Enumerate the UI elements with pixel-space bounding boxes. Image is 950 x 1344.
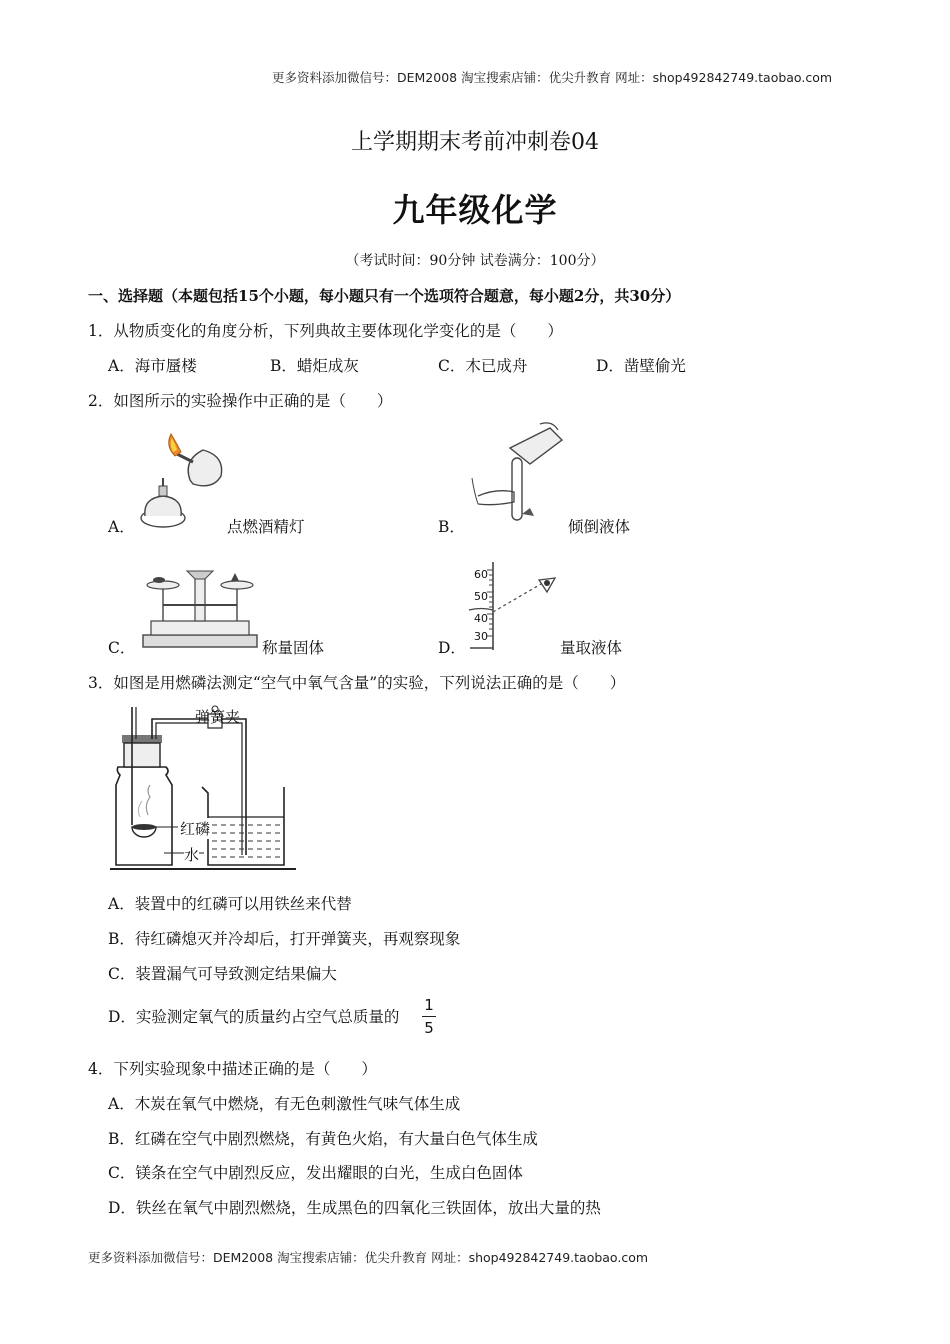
q1-option-d: D．凿壁偷光 xyxy=(596,357,686,375)
pouring-liquid-illustration xyxy=(470,418,565,528)
cylinder-tick-labels xyxy=(474,564,488,644)
q2-option-a-letter: A． xyxy=(108,518,135,536)
phosphorus-experiment-illustration xyxy=(108,705,298,875)
q4-option-b: B．红磷在空气中剧烈燃烧，有黄色火焰，有大量白色气体生成 xyxy=(108,1130,538,1148)
fraction-denominator: 5 xyxy=(424,1019,434,1037)
q1-option-a: A．海市蜃楼 xyxy=(108,357,197,375)
q2-option-d-caption: 量取液体 xyxy=(560,639,623,657)
question-4-stem: 4．下列实验现象中描述正确的是（ ） xyxy=(88,1060,377,1078)
question-2-stem: 2．如图所示的实验操作中正确的是（ ） xyxy=(88,392,393,410)
q2-option-d-letter: D． xyxy=(438,639,466,657)
q2-option-b-caption: 倾倒液体 xyxy=(568,518,631,536)
q2-option-c-letter: C． xyxy=(108,639,136,657)
tick-label-50: 50 xyxy=(474,590,488,603)
q2-option-b-letter: B． xyxy=(438,518,465,536)
q4-option-a: A．木炭在氧气中燃烧，有无色刺激性气味气体生成 xyxy=(108,1095,461,1113)
q3-option-d: D．实验测定氧气的质量约占空气总质量的 xyxy=(108,1008,400,1026)
q2-option-c-caption: 称量固体 xyxy=(262,639,325,657)
q3-option-b: B．待红磷熄灭并冷却后，打开弹簧夹，再观察现象 xyxy=(108,930,461,948)
subject-title: 九年级化学 xyxy=(392,191,558,229)
section-heading: 一、选择题（本题包括15个小题，每小题只有一个选项符合题意，每小题2分，共30分） xyxy=(88,287,681,305)
label-red-phosphorus: 红磷 xyxy=(180,820,211,838)
q3-option-c: C．装置漏气可导致测定结果偏大 xyxy=(108,965,337,983)
q3-option-a: A．装置中的红磷可以用铁丝来代替 xyxy=(108,895,352,913)
fraction-numerator: 1 xyxy=(424,996,434,1014)
tick-label-40: 40 xyxy=(474,612,488,625)
label-water: 水 xyxy=(184,846,200,864)
q1-option-b: B．蜡炬成灰 xyxy=(270,357,359,375)
q1-option-c: C．木已成舟 xyxy=(438,357,528,375)
question-1-stem: 1．从物质变化的角度分析，下列典故主要体现化学变化的是（ ） xyxy=(88,322,563,340)
tick-label-30: 30 xyxy=(474,630,488,643)
lamp-lighting-illustration xyxy=(135,430,230,530)
page-footer: 更多资料添加微信号：DEM2008 淘宝搜索店铺：优尖升教育 网址：shop492842749.taobao.com xyxy=(88,1250,649,1265)
fraction-bar xyxy=(422,1016,436,1017)
q2-option-a-caption: 点燃酒精灯 xyxy=(227,518,305,536)
question-3-stem: 3．如图是用燃磷法测定“空气中氧气含量”的实验，下列说法正确的是（ ） xyxy=(88,674,626,692)
label-clamp: 弹簧夹 xyxy=(195,708,241,726)
balance-illustration xyxy=(135,563,265,653)
q4-option-c: C．镁条在空气中剧烈反应，发出耀眼的白光，生成白色固体 xyxy=(108,1164,523,1182)
tick-label-60: 60 xyxy=(474,568,488,581)
exam-info: （考试时间：90分钟 试卷满分：100分） xyxy=(345,253,605,269)
exam-title: 上学期期末考前冲刺卷04 xyxy=(351,130,599,155)
q4-option-d: D．铁丝在氧气中剧烈燃烧，生成黑色的四氧化三铁固体，放出大量的热 xyxy=(108,1199,601,1217)
page-header: 更多资料添加微信号：DEM2008 淘宝搜索店铺：优尖升教育 网址：shop492842749.taobao.com xyxy=(272,70,833,85)
